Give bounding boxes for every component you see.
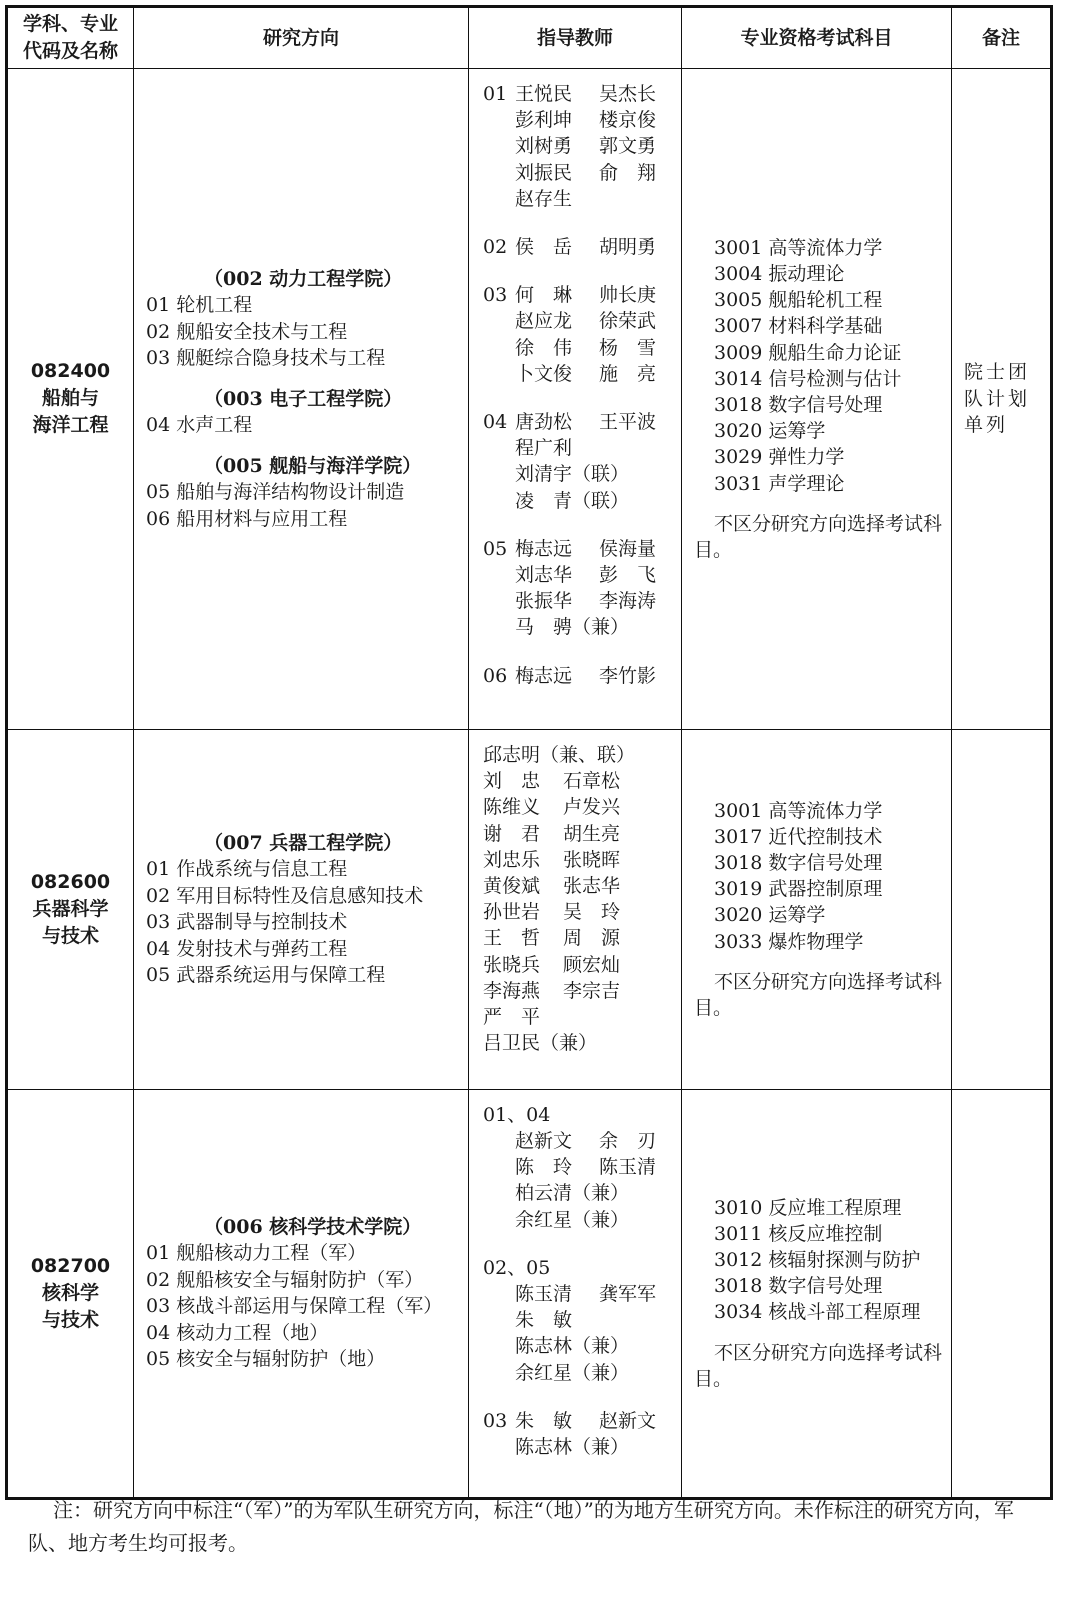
supervisor-name: 凌 青（联）: [515, 489, 630, 512]
exam-subject: 3009 舰船生命力论证: [714, 341, 902, 364]
supervisor-name: 柏云清（兼）: [515, 1182, 630, 1205]
supervisor-name: 顾宏灿: [563, 953, 621, 976]
direction-item: 02 舰船核安全与辐射防护（军）: [146, 1268, 424, 1291]
direction-number: [483, 488, 515, 514]
remark-line: 队计划: [964, 387, 1031, 410]
header-teachers: 指导教师: [469, 7, 682, 69]
supervisor-line: [483, 663, 681, 689]
supervisor-name: 卜文俊: [515, 362, 573, 385]
supervisor-line: [483, 234, 681, 260]
direction-number: [483, 588, 515, 614]
direction-item: 05 船舶与海洋结构物设计制造: [146, 481, 405, 504]
supervisor-line: [483, 1333, 681, 1359]
supervisor-group: [483, 536, 681, 641]
supervisor-line: [483, 588, 681, 614]
supervisor-name: 张振华: [515, 590, 573, 613]
exam-subjects-cell: [682, 69, 952, 730]
supervisor-name: 张志华: [563, 874, 621, 897]
exam-subjects-cell: [682, 1089, 952, 1498]
supervisor-line: [483, 952, 681, 978]
direction-number: [483, 1307, 515, 1333]
supervisor-line: [483, 488, 681, 514]
supervisor-line: [483, 1030, 681, 1056]
direction-item: 02 军用目标特性及信息感知技术: [146, 884, 424, 907]
supervisor-name: 王平波: [599, 411, 657, 434]
direction-number: [483, 1360, 515, 1386]
direction-item: 01 作战系统与信息工程: [146, 858, 348, 881]
school-name: （007 兵器工程学院）: [204, 831, 403, 854]
exam-subject: 3018 数字信号处理: [714, 851, 883, 874]
supervisor-line: [483, 361, 681, 387]
program-table: [5, 5, 1053, 1500]
supervisor-name: 邱志明（兼、联）: [483, 743, 636, 766]
exam-subject: 3014 信号检测与估计: [714, 367, 902, 390]
supervisor-name: 彭 飞: [599, 564, 657, 587]
supervisor-name: 陈玉清: [515, 1283, 573, 1305]
direction-number: [483, 335, 515, 361]
direction-item: 03 核战斗部运用与保障工程（军）: [146, 1295, 443, 1318]
supervisor-line: [483, 899, 681, 925]
direction-item: 01 舰船核动力工程（军）: [146, 1242, 367, 1265]
supervisor-line: [483, 742, 681, 768]
table-row: [7, 1089, 1052, 1498]
exam-subject: 3034 核战斗部工程原理: [714, 1301, 921, 1324]
supervisor-line: [483, 308, 681, 334]
supervisor-name: 赵新文: [515, 1129, 573, 1152]
remark-cell: [952, 69, 1052, 730]
supervisor-name: 陈志林（兼）: [515, 1335, 630, 1358]
supervisor-group: [483, 1102, 681, 1233]
exam-note: 不区分研究方向选择考试科目。: [694, 512, 943, 561]
exam-subject: 3018 数字信号处理: [714, 1275, 883, 1298]
exam-subject: 3033 爆炸物理学: [714, 930, 864, 953]
supervisor-name: 程广利: [515, 437, 573, 460]
supervisor-line: [483, 160, 681, 186]
supervisor-name: 赵新文: [599, 1409, 657, 1432]
remark-cell: [952, 1089, 1052, 1498]
supervisor-name: 赵应龙: [515, 310, 573, 333]
supervisor-name: 李宗吉: [563, 979, 621, 1002]
direction-number: [483, 1281, 515, 1307]
discipline-code-cell: [7, 729, 134, 1089]
direction-number: [483, 562, 515, 588]
discipline-code-cell: [7, 69, 134, 730]
supervisor-line: [483, 335, 681, 361]
direction-item: 05 武器系统运用与保障工程: [146, 964, 386, 987]
supervisor-name: 刘志华: [515, 564, 573, 587]
discipline-line: 082600: [30, 870, 111, 893]
direction-number: [483, 1154, 515, 1180]
supervisor-name: 楼京俊: [599, 109, 657, 132]
direction-item: 04 核动力工程（地）: [146, 1321, 329, 1344]
supervisor-name: 吕卫民（兼）: [483, 1032, 598, 1055]
supervisor-line: [483, 1128, 681, 1154]
exam-subject: 3029 弹性力学: [714, 446, 845, 469]
direction-number: [483, 133, 515, 159]
supervisor-group: [483, 663, 681, 689]
supervisor-name: 张晓晖: [563, 848, 621, 871]
supervisor-line: [483, 925, 681, 951]
supervisor-name: 胡生亮: [563, 822, 621, 845]
discipline-line: 082400: [30, 360, 111, 383]
supervisor-name: 黄俊斌: [483, 874, 541, 897]
direction-item: 03 舰艇综合隐身技术与工程: [146, 347, 386, 370]
supervisor-line: [483, 81, 681, 107]
direction-item: 06 船用材料与应用工程: [146, 507, 348, 530]
direction-number: 01: [483, 83, 508, 105]
school-name: （005 舰船与海洋学院）: [204, 454, 422, 477]
supervisor-line: [483, 873, 681, 899]
direction-item: 04 水声工程: [146, 414, 253, 437]
direction-number: [483, 1434, 515, 1460]
supervisor-name: 刘清宇（联）: [515, 463, 630, 486]
supervisor-group: [483, 234, 681, 260]
supervisor-cell: [469, 69, 682, 730]
supervisor-group: [483, 1255, 681, 1386]
supervisor-line: [483, 614, 681, 640]
supervisor-name: 刘忠乐: [483, 848, 541, 871]
discipline-line: 船舶与: [41, 387, 99, 410]
supervisor-line: [483, 133, 681, 159]
school-name: （003 电子工程学院）: [204, 387, 403, 410]
supervisor-name: 彭利坤: [515, 109, 573, 132]
supervisor-line: [483, 1207, 681, 1233]
supervisor-name: 孙世岩: [483, 901, 541, 924]
school-name: （002 动力工程学院）: [204, 267, 403, 290]
direction-number: [483, 614, 515, 640]
supervisor-name: 余红星（兼）: [515, 1208, 630, 1231]
supervisor-line: [483, 1180, 681, 1206]
supervisor-cell: [469, 1089, 682, 1498]
exam-subject: 3018 数字信号处理: [714, 393, 883, 416]
exam-subject: 3010 反应堆工程原理: [714, 1196, 902, 1219]
exam-subject: 3020 运筹学: [714, 904, 826, 927]
discipline-line: 兵器科学: [32, 897, 109, 920]
supervisor-name: 刘振民: [515, 161, 573, 184]
exam-subject: 3019 武器控制原理: [714, 878, 883, 901]
supervisor-name: 严 平: [483, 1005, 541, 1028]
exam-subject: 3012 核辐射探测与防护: [714, 1249, 921, 1272]
supervisor-name: 周 源: [563, 927, 621, 950]
discipline-line: 与技术: [41, 1308, 99, 1331]
header-code: [7, 7, 134, 69]
supervisor-name: 龚军军: [599, 1283, 657, 1305]
supervisor-name: 胡明勇: [599, 236, 657, 259]
supervisor-name: 刘树勇: [515, 135, 573, 158]
table-row: [7, 69, 1052, 730]
exam-subject: 3004 振动理论: [714, 262, 845, 285]
supervisor-line: [483, 1154, 681, 1180]
supervisor-name: 王悦民: [515, 83, 573, 105]
supervisor-line: [483, 821, 681, 847]
direction-number: 02、05: [483, 1256, 551, 1279]
research-direction-cell: [134, 729, 469, 1089]
supervisor-line: [483, 768, 681, 794]
supervisor-line: [483, 1408, 681, 1434]
research-direction-cell: [134, 69, 469, 730]
supervisor-name: 徐 伟: [515, 336, 573, 359]
supervisor-line: [483, 1360, 681, 1386]
remark-line: 单列: [964, 414, 1009, 437]
discipline-line: 海洋工程: [32, 414, 109, 437]
supervisor-name: 马 骋（兼）: [515, 616, 630, 639]
supervisor-name: 朱 敏: [515, 1409, 573, 1432]
supervisor-name: 陈志林（兼）: [515, 1436, 630, 1459]
discipline-line: 082700: [30, 1254, 111, 1277]
exam-subjects-cell: [682, 729, 952, 1089]
table-row: [7, 729, 1052, 1089]
supervisor-name: 吴杰长: [599, 83, 657, 105]
supervisor-name: 余红星（兼）: [515, 1361, 630, 1384]
supervisor-name: 侯海量: [599, 537, 657, 560]
direction-number: [483, 1128, 515, 1154]
supervisor-name: 张晓兵: [483, 953, 541, 976]
supervisor-name: 卢发兴: [563, 796, 621, 819]
supervisor-line: [483, 978, 681, 1004]
exam-subject: 3007 材料科学基础: [714, 315, 883, 338]
supervisor-line: [483, 1281, 681, 1307]
discipline-line: 核科学: [41, 1281, 99, 1304]
exam-subject: 3005 舰船轮机工程: [714, 289, 883, 312]
supervisor-name: 李海燕: [483, 979, 541, 1002]
supervisor-line: [483, 847, 681, 873]
supervisor-group: [483, 1408, 681, 1460]
supervisor-name: 施 亮: [599, 362, 657, 385]
direction-number: [483, 1207, 515, 1233]
supervisor-name: 吴 玲: [563, 901, 621, 924]
discipline-line: 与技术: [41, 924, 99, 947]
header-remark: 备注: [952, 7, 1052, 69]
supervisor-name: 陈玉清: [599, 1156, 657, 1179]
supervisor-name: 俞 翔: [599, 161, 657, 184]
supervisor-name: 朱 敏: [515, 1309, 573, 1332]
supervisor-line: [483, 186, 681, 212]
supervisor-group: [483, 81, 681, 212]
exam-subject: 3001 高等流体力学: [714, 236, 883, 259]
remark-line: 院士团: [964, 361, 1031, 384]
supervisor-name: 谢 君: [483, 822, 541, 845]
supervisor-name: 李海涛: [599, 590, 657, 613]
exam-note: 不区分研究方向选择考试科目。: [694, 970, 943, 1019]
direction-item: 01 轮机工程: [146, 294, 253, 317]
supervisor-name: 赵存生: [515, 187, 573, 210]
supervisor-line: [483, 435, 681, 461]
supervisor-name: 梅志远: [515, 664, 573, 687]
supervisor-name: 石章松: [563, 770, 621, 793]
exam-subject: 3031 声学理论: [714, 472, 845, 495]
supervisor-name: 余 刃: [599, 1129, 657, 1152]
direction-number: [483, 160, 515, 186]
supervisor-name: 刘 忠: [483, 770, 541, 793]
supervisor-line: [483, 1004, 681, 1030]
supervisor-line: [483, 562, 681, 588]
supervisor-line: [483, 536, 681, 562]
supervisor-line: [483, 794, 681, 820]
exam-note: 不区分研究方向选择考试科目。: [694, 1341, 943, 1390]
school-name: （006 核科学技术学院）: [204, 1215, 422, 1238]
direction-number: 03: [483, 284, 508, 307]
table-header-row: [7, 7, 1052, 69]
supervisor-name: 何 琳: [515, 284, 573, 307]
supervisor-name: 陈 玲: [515, 1156, 573, 1179]
direction-number: [483, 461, 515, 487]
exam-subject: 3020 运筹学: [714, 420, 826, 443]
exam-subject: 3001 高等流体力学: [714, 799, 883, 822]
supervisor-name: 王 哲: [483, 927, 541, 950]
supervisor-group: [483, 282, 681, 387]
supervisor-line: [483, 107, 681, 133]
supervisor-line: [483, 461, 681, 487]
supervisor-name: 杨 雪: [599, 336, 657, 359]
direction-number: 02: [483, 236, 508, 259]
footnote: 注：研究方向中标注“（军）”的为军队生研究方向，标注“（地）”的为地方生研究方向。未作标注的研究方向，军队、地方考生均可报考。: [28, 1498, 1014, 1555]
research-direction-cell: [134, 1089, 469, 1498]
supervisor-line: [483, 1434, 681, 1460]
exam-subject: 3011 核反应堆控制: [714, 1222, 883, 1245]
supervisor-name: 帅长庚: [599, 284, 657, 307]
supervisor-group: [483, 409, 681, 514]
direction-number: 06: [483, 664, 508, 687]
direction-number: 05: [483, 537, 508, 560]
header-code-line1: 学科、专业: [22, 13, 118, 35]
direction-item: 05 核安全与辐射防护（地）: [146, 1348, 386, 1371]
exam-subject: 3017 近代控制技术: [714, 825, 883, 848]
supervisor-name: 侯 岳: [515, 236, 573, 259]
supervisor-name: 郭文勇: [599, 135, 657, 158]
direction-item: 04 发射技术与弹药工程: [146, 937, 348, 960]
supervisor-name: 徐荣武: [599, 310, 657, 333]
direction-number: 04: [483, 411, 508, 434]
direction-number: [483, 1333, 515, 1359]
supervisor-name: 唐劲松: [515, 411, 573, 434]
direction-item: 03 武器制导与控制技术: [146, 911, 348, 934]
supervisor-line: [483, 409, 681, 435]
supervisor-cell: [469, 729, 682, 1089]
direction-number: 01、04: [483, 1103, 551, 1126]
direction-number: [483, 186, 515, 212]
direction-number: [483, 107, 515, 133]
direction-item: 02 舰船安全技术与工程: [146, 320, 348, 343]
direction-number: 03: [483, 1409, 508, 1432]
header-direction: 研究方向: [134, 7, 469, 69]
discipline-code-cell: [7, 1089, 134, 1498]
supervisor-name: 李竹影: [599, 664, 657, 687]
direction-number: [483, 1180, 515, 1206]
header-exam: 专业资格考试科目: [682, 7, 952, 69]
direction-number: [483, 361, 515, 387]
direction-number: [483, 308, 515, 334]
direction-number: [483, 435, 515, 461]
supervisor-line: [483, 282, 681, 308]
supervisor-line: [483, 1307, 681, 1333]
supervisor-name: 梅志远: [515, 537, 573, 560]
header-code-line2: 代码及名称: [22, 40, 118, 62]
remark-cell: [952, 729, 1052, 1089]
supervisor-name: 陈维义: [483, 796, 541, 819]
